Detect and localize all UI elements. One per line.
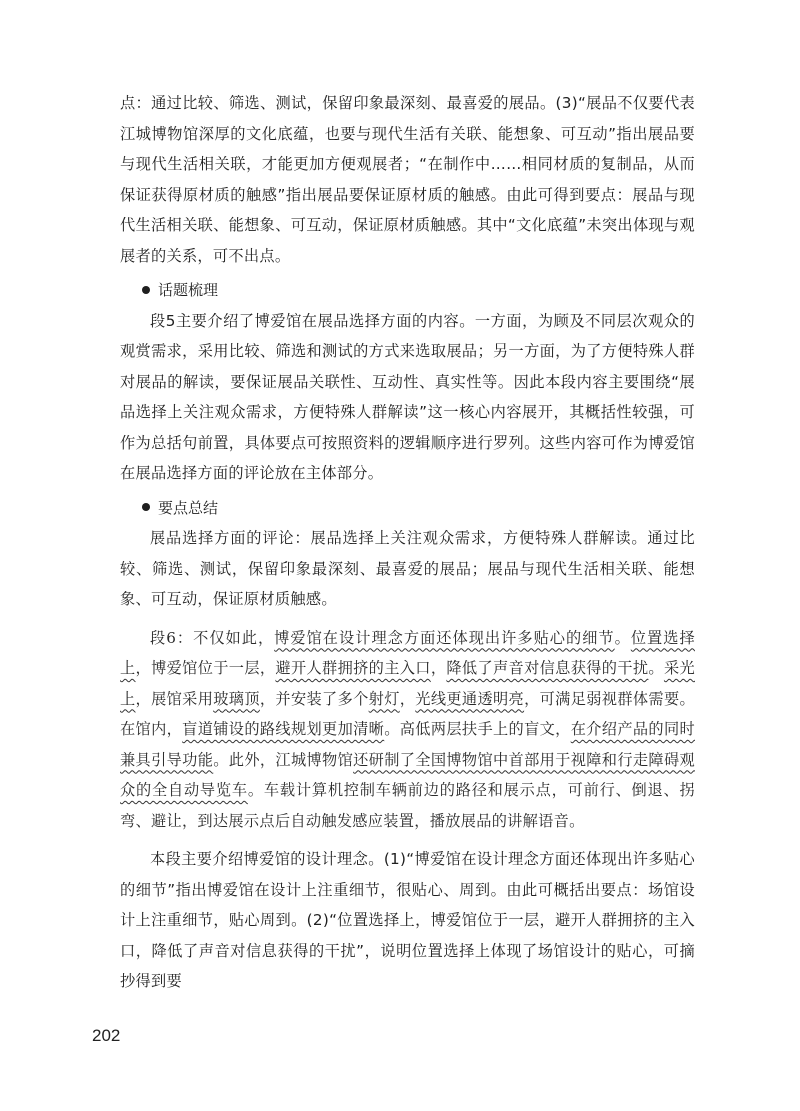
bullet-icon <box>142 286 150 294</box>
page-number: 202 <box>92 1026 121 1045</box>
section-heading-summary: 要点总结 <box>120 493 695 524</box>
bullet-icon <box>142 503 150 511</box>
paragraph-topic-analysis: 段5主要介绍了博爱馆在展品选择方面的内容。一方面，为顾及不同层次观众的观赏需求，采用比较、筛选和测试的方式来选取展品；另一方面，为了方便特殊人群对展品的解读，要保证展品关联性、互动性、真实性等。因此本段内容主要围绕“展品选择上关注观众需求，方便特殊人群解读”这一核心内容展开，其概括性较强，可作为总括句前置，具体要点可按照资料的逻辑顺序进行罗列。这些内容可作为博爱馆在展品选择方面的评论放在主体部分。 <box>120 311 695 482</box>
paragraph-summary: 展品选择方面的评论：展品选择上关注观众需求，方便特殊人群解读。通过比较、筛选、测试，保留印象最深刻、最喜爱的展品；展品与现代生活相关联、能想象、可互动，保证原材质触感。 <box>120 529 695 608</box>
page-content <box>120 88 695 997</box>
paragraph-analysis-6: 本段主要介绍博爱馆的设计理念。(1)“博爱馆在设计理念方面还体现出许多贴心的细节”指出博爱馆在设计上注重细节，很贴心、周到。由此可概括出要点：场馆设计上注重细节，贴心周到。(2)“位置选择上，博爱馆位于一层，避开人群拥挤的主入口，降低了声音对信息获得的干扰”，说明位置选择上体现了场馆设计的贴心，可摘抄得到要 <box>120 850 695 990</box>
section-heading-topic: 话题梳理 <box>120 275 695 306</box>
paragraph-source-6: 段6：不仅如此，博爱馆在设计理念方面还体现出许多贴心的细节。位置选择上，博爱馆位于一层，避开人群拥挤的主入口，降低了声音对信息获得的干扰。采光上，展馆采用玻璃顶，并安装了多个射灯，光线更通透明亮，可满足弱视群体需要。在馆内，盲道铺设的路线规划更加清晰。高低两层扶手上的盲文，在介绍产品的同时兼具引导功能。此外，江城博物馆还研制了全国博物馆中首部用于视障和行走障碍观众的全自动导览车。车载计算机控制车辆前边的路径和展示点，可前行、倒退、拐弯、避让，到达展示点后自动触发感应装置，播放展品的讲解语音。 <box>120 628 695 830</box>
paragraph-continuation: 点：通过比较、筛选、测试，保留印象最深刻、最喜爱的展品。(3)“展品不仅要代表江城博物馆深厚的文化底蕴，也要与现代生活有关联、能想象、可互动”指出展品要与现代生活相关联，才能更加方便观展者；“在制作中……相同材质的复制品，从而保证获得原材质的触感”指出展品要保证原材质的触感。由此可得到要点：展品与现代生活相关联、能想象、可互动，保证原材质触感。其中“文化底蕴”未突出体现与观展者的关系，可不出点。 <box>120 94 695 265</box>
source-excerpt <box>120 623 695 837</box>
